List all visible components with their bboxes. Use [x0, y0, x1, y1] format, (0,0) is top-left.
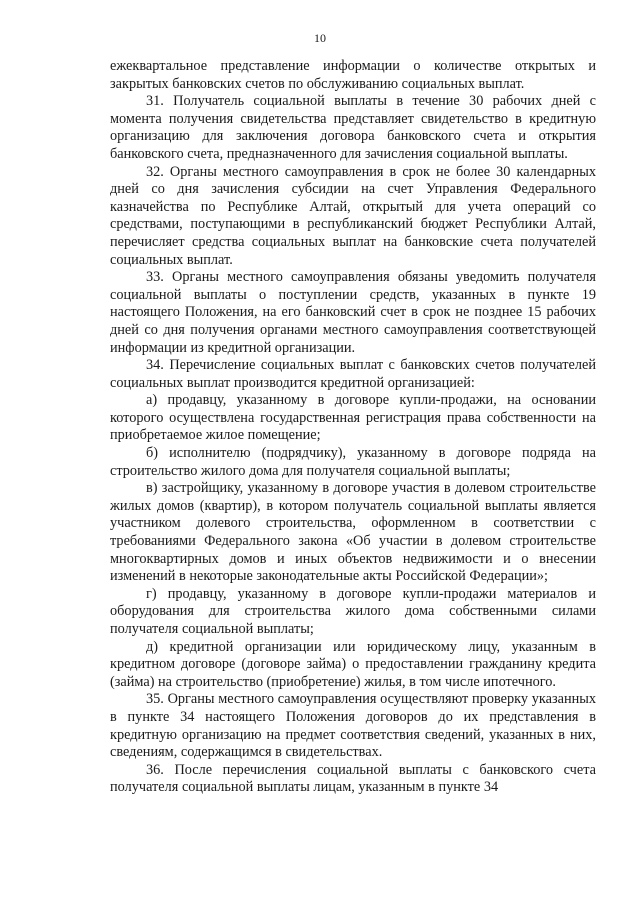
page-number: 10	[314, 31, 326, 45]
paragraph-31: 31. Получатель социальной выплаты в течение 30 рабочих дней с момента получения свидетельства представляет свидетельство в кредитную организацию для заключения договора банковского счета и открытия банковского счета, предназначенного для зачисления социальной выплаты.	[110, 93, 596, 162]
paragraph-34-item-d: д) кредитной организации или юридическому лицу, указанным в кредитном договоре (договоре займа) о предоставлении гражданину кредита (займа) на строительство (приобретение) жилья, в том числе ипотечного.	[110, 638, 596, 690]
document-body	[110, 58, 596, 797]
paragraph-33: 33. Органы местного самоуправления обязаны уведомить получателя социальной выплаты о поступлении средств, указанных в пункте 19 настоящего Положения, на его банковский счет в срок не позднее 15 рабочих дней со дня получения органами местного самоуправления соответствующей информации из кредитной организации.	[110, 269, 596, 356]
paragraph-34: 34. Перечисление социальных выплат с банковских счетов получателей социальных выплат производится кредитной организацией:	[110, 357, 596, 391]
paragraph-32: 32. Органы местного самоуправления в срок не более 30 календарных дней со дня зачисления субсидии на счет Управления Федерального казначейства по Республике Алтай, открытый для учета операций со средствами, поступающими в республиканский бюджет Республики Алтай, перечисляет средства социальных выплат на банковские счета получателей социальных выплат.	[110, 163, 596, 268]
paragraph-34-item-g: г) продавцу, указанному в договоре купли-продажи материалов и оборудования для строительства жилого дома собственными силами получателя социальной выплаты;	[110, 585, 596, 637]
paragraph-34-item-a: а) продавцу, указанному в договоре купли-продажи, на основании которого осуществлена государственная регистрация права собственности на приобретаемое жилое помещение;	[110, 392, 596, 444]
paragraph-continuation: ежеквартальное представление информации о количестве открытых и закрытых банковских счетов по обслуживанию социальных выплат.	[110, 58, 596, 92]
paragraph-35: 35. Органы местного самоуправления осуществляют проверку указанных в пункте 34 настоящего Положения договоров до их представления в кредитную организацию на предмет соответствия сведений, указанных в них, сведениям, содержащимся в свидетельствах.	[110, 691, 596, 761]
paragraph-36: 36. После перечисления социальной выплаты с банковского счета получателя социальной выплаты лицам, указанным в пункте 34	[110, 761, 596, 796]
paragraph-34-item-b: б) исполнителю (подрядчику), указанному в договоре подряда на строительство жилого дома для получателя социальной выплаты;	[110, 445, 596, 479]
paragraph-34-item-v: в) застройщику, указанному в договоре участия в долевом строительстве жилых домов (квартир), в котором получатель социальной выплаты является участником долевого строительства, оформленном в соответствии с требованиями Федерального закона «Об участии в долевом строительстве многоквартирных домов и иных объектов недвижимости и о внесении изменений в некоторые законодательные акты Российской Федерации»;	[110, 480, 596, 585]
